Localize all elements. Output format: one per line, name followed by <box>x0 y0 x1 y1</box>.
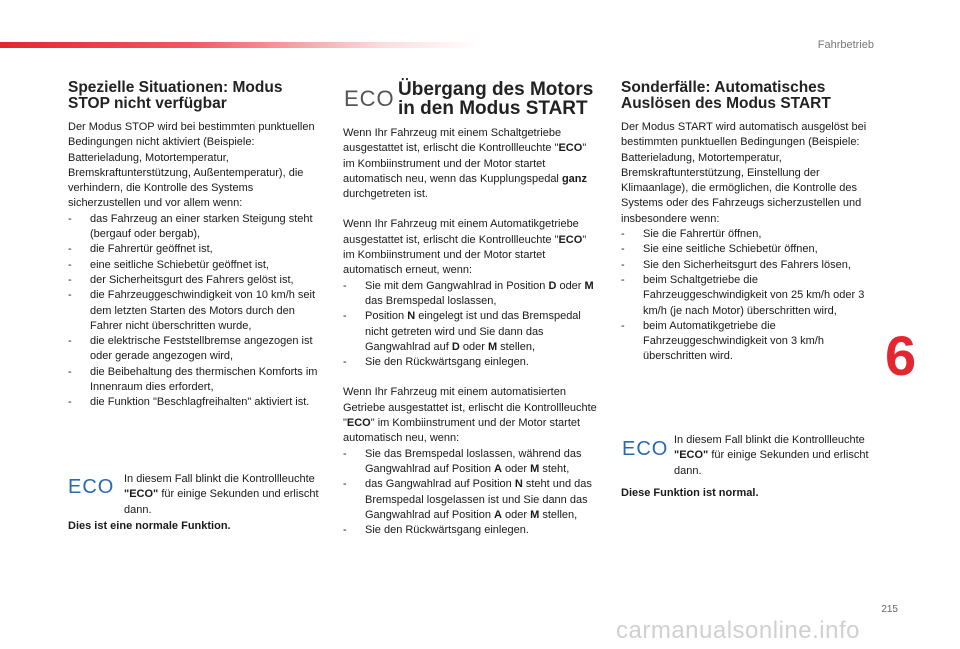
note-text: für einige Sekunden und erlischt dann. <box>124 488 319 516</box>
list-item: - Position N eingelegt ist und das Bremspedal nicht getreten wird und Sie dann das Gangwahlrad auf D oder M stellen, <box>343 309 598 355</box>
heading-block <box>398 80 603 118</box>
eco-warning-icon: ECO <box>622 438 669 460</box>
heading-stop-unavailable: Spezielle Situationen: Modus STOP nicht verfügbar <box>68 79 283 112</box>
list-item: - Sie den Sicherheitsgurt des Fahrers lösen, <box>621 258 875 273</box>
list-item: - der Sicherheitsgurt des Fahrers gelöst ist, <box>68 273 326 288</box>
paragraph-intro: Der Modus STOP wird bei bestimmten punktuellen Bedingungen nicht aktiviert (Beispiele: Batterieladung, Motortemperatur, Bremskraftunterstützung, Außentemperatur), die verhindern, die Kontrolle des Systems sicherzustellen und vor allem wenn: <box>68 121 315 210</box>
automatic-conditions-list <box>343 279 598 371</box>
note-text: In diesem Fall blinkt die Kontrollleuchte <box>124 473 315 485</box>
eco-icon: ECO <box>344 86 395 111</box>
note-text: für einige Sekunden und erlischt dann. <box>674 449 869 477</box>
list-item: - die Beibehaltung des thermischen Komforts im Innenraum dies erfordert, <box>68 365 326 396</box>
paragraph-intro: Der Modus START wird automatisch ausgelöst bei bestimmten punktuellen Bedingungen (Beispiele: Batterieladung, Motortemperatur, Bremskraftunterstützung, Einstellung der Klimaanlage), die ermöglichen, die Kontrolle des Systems oder des Fahrzeugs sicherzustellen und insbesondere wenn: <box>621 121 867 225</box>
paragraph-automatic: Wenn Ihr Fahrzeug mit einem Automatikgetriebe ausgestattet ist, erlischt die Kontrollleuchte "ECO" im Kombiinstrument und der Motor startet automatisch erneut, wenn: <box>343 218 587 277</box>
note-eco-label: "ECO" <box>124 488 159 501</box>
header-accent-bar <box>0 42 480 48</box>
column-start-mode <box>343 126 598 538</box>
list-item: - das Fahrzeug an einer starken Steigung steht (bergauf oder bergab), <box>68 212 326 243</box>
paragraph-automated: Wenn Ihr Fahrzeug mit einem automatisierten Getriebe ausgestattet ist, erlischt die Kontrollleuchte "ECO" im Kombiinstrument und der Motor startet automatisch neu, wenn: <box>343 386 597 445</box>
list-item: - Sie die Fahrertür öffnen, <box>621 227 875 242</box>
list-item: - Sie das Bremspedal loslassen, während das Gangwahlrad auf Position A oder M steht, <box>343 447 598 478</box>
list-item: - die elektrische Feststellbremse angezogen ist oder gerade angezogen wird, <box>68 334 326 365</box>
watermark: carmanualsonline.info <box>616 617 860 644</box>
list-item: - Sie den Rückwärtsgang einlegen. <box>343 523 598 538</box>
list-item: - Sie den Rückwärtsgang einlegen. <box>343 355 598 370</box>
list-item: - beim Schaltgetriebe die Fahrzeuggeschwindigkeit von 25 km/h oder 3 km/h (je nach Motor) überschritten wird, <box>621 273 875 319</box>
heading-auto-start: Sonderfälle: Automatisches Auslösen des Modus START <box>621 79 831 112</box>
heading-start-mode: Übergang des Motors in den Modus START <box>398 79 594 119</box>
eco-warning-icon: ECO <box>68 476 115 498</box>
section-title: Fahrbetrieb <box>817 39 874 51</box>
chapter-number: 6 <box>885 324 917 387</box>
normal-function-note: Diese Funktion ist normal. <box>621 487 759 499</box>
note-eco-blink <box>674 433 874 479</box>
column-stop-unavailable <box>68 80 326 411</box>
note-text: In diesem Fall blinkt die Kontrollleuchte <box>674 434 865 446</box>
conditions-list <box>68 212 326 411</box>
list-item: - Sie mit dem Gangwahlrad in Position D oder M das Bremspedal loslassen, <box>343 279 598 310</box>
auto-start-list <box>621 227 875 365</box>
note-eco-label: "ECO" <box>674 449 709 462</box>
list-item: - die Fahrertür geöffnet ist, <box>68 242 326 257</box>
page-number: 215 <box>881 604 898 615</box>
list-item: - beim Automatikgetriebe die Fahrzeuggeschwindigkeit von 3 km/h überschritten wird. <box>621 319 875 365</box>
paragraph-manual: Wenn Ihr Fahrzeug mit einem Schaltgetriebe ausgestattet ist, erlischt die Kontrollleuchte "ECO" im Kombiinstrument und der Motor startet automatisch neu, wenn das Kupplungspedal ganz durchgetreten ist. <box>343 127 587 201</box>
list-item: - eine seitliche Schiebetür geöffnet ist, <box>68 258 326 273</box>
normal-function-note: Dies ist eine normale Funktion. <box>68 520 231 532</box>
list-item: - die Funktion "Beschlagfreihalten" aktiviert ist. <box>68 395 326 410</box>
list-item: - das Gangwahlrad auf Position N steht und das Bremspedal losgelassen ist und Sie dann das Gangwahlrad auf Position A oder M stellen, <box>343 477 598 523</box>
list-item: - die Fahrzeuggeschwindigkeit von 10 km/h seit dem letzten Starten des Motors durch den Fahrer nicht überschritten wurde, <box>68 288 326 334</box>
automated-conditions-list <box>343 447 598 539</box>
note-eco-blink <box>124 472 324 518</box>
list-item: - Sie eine seitliche Schiebetür öffnen, <box>621 242 875 257</box>
column-auto-start <box>621 80 875 365</box>
